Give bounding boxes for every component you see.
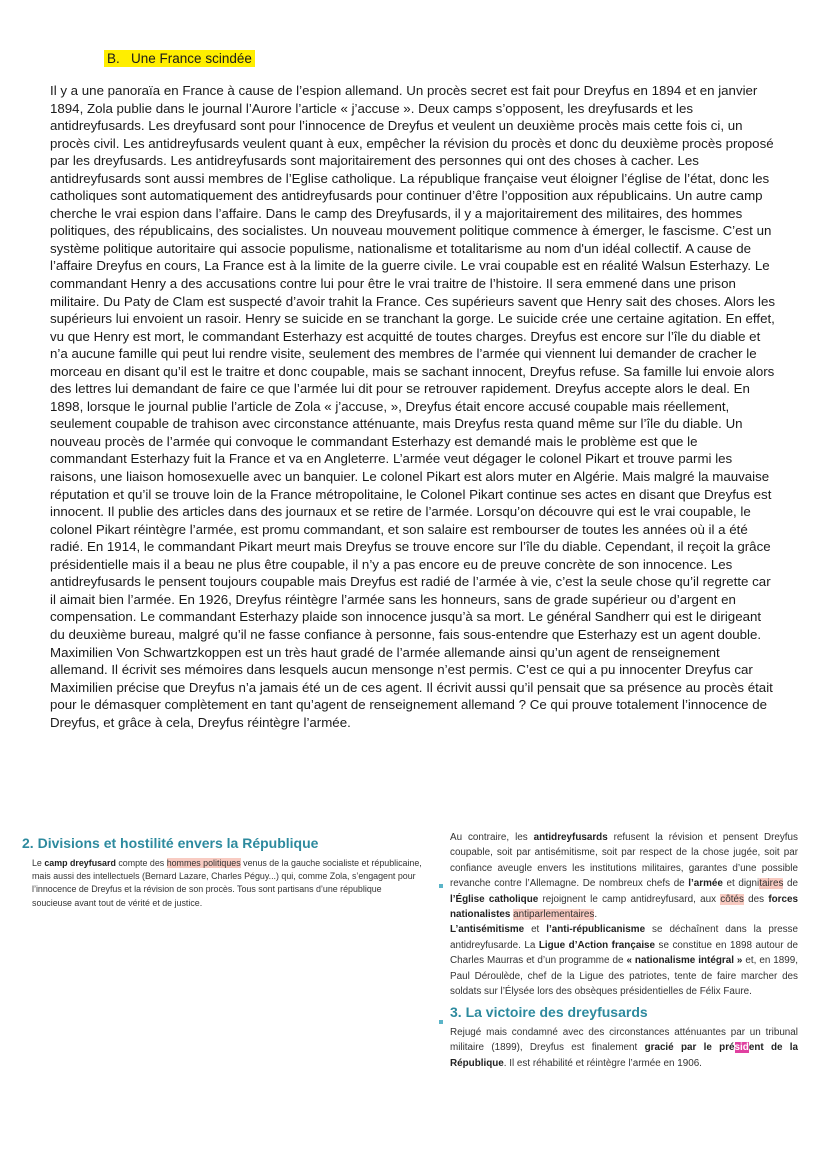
- section-b-letter: B.: [107, 51, 120, 66]
- section-3-text: Rejugé mais condamné avec des circonstances atténuantes par un tribunal militaire (1899), Dreyfus est finalement gracié par le président de la République. Il est réhabilité et réintègre l’armée en 1906.: [450, 1026, 799, 1069]
- bullet-marker: [439, 884, 443, 888]
- antisemitism-paragraph: L’antisémitisme et l’anti-républicanisme se déchaînent dans la presse antidreyfusarde. La Ligue d’Action française se constitue en 1898 autour de Charles Maurras et d’un programme de « nationalisme intégral » et, en 1899, Paul Déroulède, chef de la Ligue des patriotes, tente de faire marcher des soldats sur l’Élysée lors des obsèques présidentielles de Félix Faure.: [450, 924, 798, 998]
- textbook-section-2: [22, 835, 422, 910]
- antidreyfusards-paragraph: Au contraire, les antidreyfusards refusent la révision et pensent Dreyfus coupable, soit par antisémitisme, soit par respect de la chose jugée, soit par confiance aveugle envers les institutions militaires, garantes d’une possible revanche contre l’Allemagne. De nombreux chefs de l’armée et dignitaires de l’Église catholique rejoignent le camp antidreyfusard, aux côtés des forces nationalistes antiparlementaires.: [450, 832, 798, 921]
- textbook-right-column: [450, 830, 798, 1071]
- bullet-marker: [439, 1020, 443, 1024]
- section-b-title: Une France scindée: [131, 51, 252, 66]
- section-2-text: Le camp dreyfusard compte des hommes politiques venus de la gauche socialiste et républicaine, mais aussi des intellectuels (Bernard Lazare, Charles Péguy...) qui, comme Zola, s’engagent pour l’innocence de Dreyfus et la révision de son procès. Tous sont partisans d’une république soucieuse avant tout de vérité et de justice.: [32, 858, 422, 908]
- section-3-title: 3. La victoire des dreyfusards: [450, 1004, 648, 1021]
- section-b-heading: [104, 51, 255, 66]
- main-text: Il y a une panoraïa en France à cause de l’espion allemand. Un procès secret est fait pour Dreyfus en 1894 et en janvier 1894, Zola publie dans le journal l’Aurore l’article « j’accuse ». Deux camps s’opposent, les dreyfusards et les antidreyfusards. Les dreyfusard sont pour l’innocence de Dreyfus et veulent un deuxième procès mais cette fois ci, un procès civil. Les antidreyfusards veulent quant à eux, empêcher la révision du procès et donc du deuxième procès proposé par les dreyfusards. Les antidreyfusards sont majoritairement des personnes qui ont des choses à cacher. Les antidreyfusards sont aussi membres de l’Eglise catholique. La république française veut éloigner l’église de l’état, donc les catholiques sont automatiquement des antidreyfusards pour continuer d’être l’opposition aux républicains. Un autre camp cherche le vrai espion dans l’affaire. Dans le camp des Dreyfusards, il y a majoritairement des militaires, des hommes politiques, des républicains, des socialistes. Un nouveau mouvement politique commence à émerger, le fascisme. C’est un système politique autoritaire qui associe populisme, nationalisme et totalitarisme au nom d'un idéal collectif. A cause de l’affaire Dreyfus en cours, La France est à la limite de la guerre civile. Le vrai coupable est en réalité Walsun Esterhazy. Le commandant Henry a des accusations contre lui pour être le vrai traitre de l’histoire. Il sera emmené dans une prison militaire. Du Paty de Clam est suspecté d’avoir trahit la France. Ces supérieurs savent que Henry sait des choses. Alors les supérieurs lui envoient un rasoir. Henry se suicide en se tranchant la gorge. Le suicide crée une certaine agitation. En effet, vu que Henry est mort, le commandant Esterhazy est acquitté de toutes charges. Dreyfus est encore sur l’île du diable et n’a aucune famille qui peut lui rendre visite, seulement des membres de l’armée qui viennent lui demander de cracher le morceau en disant qu’il est le traitre et donc coupable, mais se sachant innocent, Dreyfus refuse. Sa famille lui envoie alors des lettres lui demandant de faire ce que l’armée lui dit pour se retrouver rapidement. Dreyfus accepte alors le deal. En 1898, lorsque le journal publie l’article de Zola « j’accuse, », Dreyfus était encore accusé coupable mais réellement, seulement coupable de trahison avec circonstance atténuante, mais Dreyfus resta quand même sur l’île du diable. Un nouveau procès de l’armée qui convoque le commandant Esterhazy est demandé mais le problème est que le commandant Esterhazy fuit la France et va en Angleterre. L’armée veut dégager le colonel Pikart et trouve parmi les raisons, une liaison homosexuelle avec un banquier. Le colonel Pikart est alors muter en Algérie. Mais malgré la mauvaise réputation et qu’il se trouve loin de la France métropolitaine, le Colonel Pikart continue ses actes en disant que Dreyfus est innocent. Il publie des articles dans des journaux et se retire de l’armée. Lorsqu’on découvre qui est le vrai coupable, le colonel Pikart réintègre l’armée, est promu commandant, et son salaire est rembourser de toutes les années où il a été radié. En 1914, le commandant Pikart meurt mais Dreyfus se trouve encore sur l’île du diable. Cependant, il reçoit la grâce présidentielle mais il a beau ne plus être coupable, il n’y a pas encore eu de preuve concrète de son innocence. Les antidreyfusards le pensent toujours coupable mais Dreyfus est radié de l’armée à vie, c’est la seule chose qu’il regrette car il aimait bien l’armée. En 1926, Dreyfus réintègre l’armée sans les honneurs, sans de grade supérieur ou d’argent en compensation. Le commandant Esterhazy plaide son innocence jusqu’à sa mort. Le général Sandherr qui est le dirigeant du deuxième bureau, malgré qu’il ne fasse confiance à personne, fais sous-entendre que Esterhazy est un agent double. Maximilien Von Schwartzkoppen est un très haut gradé de l’armée allemande ainsi qu’un agent de renseignement allemand. Il écrivit ses mémoires dans lesquels aucun mensonge n’est permis. C’est ce qui a pu innocenter Dreyfus car Maximilien précise que Dreyfus n’a jamais été un de ces agent. Il écrivit aussi qu’il pensait que sa présence au procès était pour le démasquer complètement en tant qu’agent de renseignement allemand ? Ce qui prouve totalement l’innocence de Dreyfus, et grâce à cela, Dreyfus réintègre l’armée.: [50, 83, 775, 730]
- section-2-title: 2. Divisions et hostilité envers la République: [22, 835, 319, 851]
